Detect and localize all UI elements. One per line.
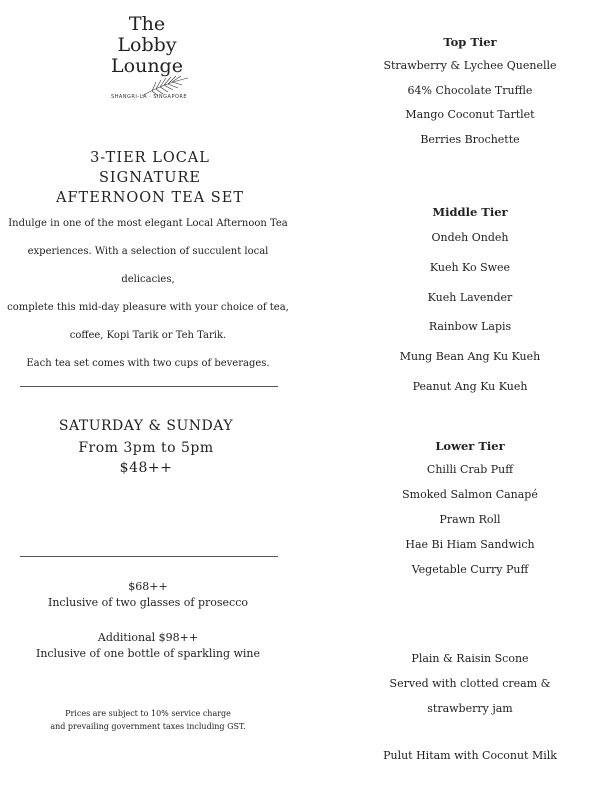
description-line: Each tea set comes with two cups of beverages. xyxy=(26,358,270,369)
schedule-block xyxy=(20,416,272,478)
menu-item: Chilli Crab Puff xyxy=(426,463,514,476)
lower-tier-heading: Lower Tier xyxy=(435,439,505,453)
option1-desc: Inclusive of two glasses of prosecco xyxy=(48,596,248,609)
title-line-1: 3-TIER LOCAL SIGNATURE xyxy=(90,150,210,186)
menu-item: Berries Brochette xyxy=(420,133,520,146)
option2-desc: Inclusive of one bottle of sparkling wine xyxy=(35,647,261,660)
menu-item: Hae Bi Hiam Sandwich xyxy=(405,538,535,551)
menu-item: Vegetable Curry Puff xyxy=(411,563,529,576)
option-prosecco xyxy=(0,579,296,611)
time: From 3pm to 5pm xyxy=(78,440,214,456)
menu-item: Kueh Lavender xyxy=(427,291,513,304)
menu-item: Peanut Ang Ku Kueh xyxy=(412,380,528,393)
note-line-2: and prevailing government taxes including GST. xyxy=(50,722,246,731)
menu-item: Prawn Roll xyxy=(439,513,501,526)
description-line: Indulge in one of the most elegant Local Afternoon Tea xyxy=(8,218,288,229)
title-line-2: AFTERNOON TEA SET xyxy=(56,190,244,206)
scone-accompaniment: Served with clotted cream & xyxy=(389,677,551,690)
middle-tier-heading: Middle Tier xyxy=(432,205,508,219)
page-title xyxy=(40,148,260,208)
divider xyxy=(20,556,278,557)
scone-accompaniment: strawberry jam xyxy=(427,702,513,715)
description-line: complete this mid-day pleasure with your choice of tea, xyxy=(7,302,289,313)
logo-line-3: Lounge xyxy=(111,55,183,77)
days: SATURDAY & SUNDAY xyxy=(58,418,234,434)
description-line: experiences. With a selection of succulent local delicacies, xyxy=(27,246,269,285)
divider xyxy=(20,386,278,387)
menu-item: Smoked Salmon Canapé xyxy=(402,488,538,501)
lobby-lounge-logo xyxy=(80,12,220,104)
menu-item: Rainbow Lapis xyxy=(428,320,512,333)
menu-item: Strawberry & Lychee Quenelle xyxy=(383,59,557,72)
logo-tagline: SHANGRI-LA · SINGAPORE xyxy=(110,94,188,100)
option-sparkling-wine xyxy=(0,630,296,662)
dessert-item: Pulut Hitam with Coconut Milk xyxy=(383,749,557,762)
menu-item: Mung Bean Ang Ku Kueh xyxy=(399,350,541,363)
logo-line-1: The xyxy=(128,13,166,35)
option2-price: Additional $98++ xyxy=(97,631,199,644)
logo-line-2: Lobby xyxy=(117,34,177,56)
top-tier-heading: Top Tier xyxy=(443,35,497,49)
menu-item: Ondeh Ondeh xyxy=(431,231,509,244)
scone-item: Plain & Raisin Scone xyxy=(411,652,529,665)
description-line: coffee, Kopi Tarik or Teh Tarik. xyxy=(69,330,227,341)
price-note xyxy=(0,707,296,733)
price: $48++ xyxy=(119,460,173,476)
note-line-1: Prices are subject to 10% service charge xyxy=(65,709,231,718)
menu-item: Mango Coconut Tartlet xyxy=(405,108,535,121)
menu-item: 64% Chocolate Truffle xyxy=(407,84,533,97)
description xyxy=(0,210,296,378)
menu-item: Kueh Ko Swee xyxy=(429,261,511,274)
option1-price: $68++ xyxy=(128,580,168,593)
